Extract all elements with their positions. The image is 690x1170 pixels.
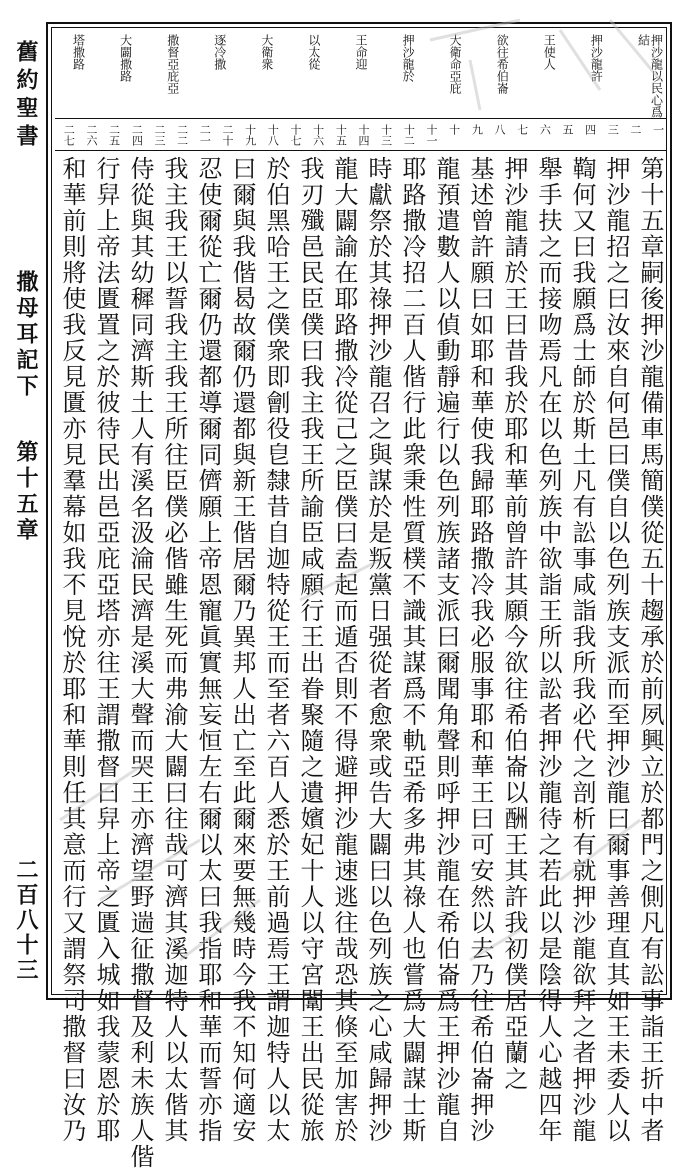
headnote-column: 王命迎 — [354, 34, 368, 70]
text-column: 舉手扶之而接吻焉凡在以色列族中欲詣王所以訟者押沙龍待之若此以是陰得人心越四年 — [534, 156, 562, 1144]
verse-number: 十一 — [425, 124, 438, 146]
text-column: 我主我王以誓我主我王所往臣僕必偕雖生死而弗渝大闢曰往哉可濟其溪迦特人以太偕其 — [160, 156, 188, 1144]
verse-number: 十六 — [311, 124, 325, 146]
verse-number: 五 — [561, 124, 574, 135]
text-column: 第十五章嗣後押沙龍備車馬簡僕從五十趨承於前夙興立於都門之側凡有訟事詣王折中者 — [636, 156, 664, 1144]
verse-number-row — [55, 118, 667, 151]
book-title: 舊約聖書 — [13, 40, 39, 152]
verse-number: 六 — [538, 124, 552, 135]
headnote-column: 逐冷撒 — [212, 34, 227, 70]
verse-number: 四 — [583, 124, 597, 135]
verse-number: 十七 — [289, 124, 302, 146]
text-column: 於伯黑哈王之僕衆即劊役皀隸昔自迦特從王而至者六百人悉於王前過焉王謂迦特人以太 — [262, 156, 290, 1144]
text-column: 鞫何又曰我願爲士師於斯土凡有訟事咸詣我所我必代之剖析有就押沙龍欲拜之者押沙龍 — [568, 156, 596, 1144]
verse-number: 十九 — [243, 124, 257, 146]
headnote-column: 大衛衆 — [259, 34, 274, 70]
page-number: 二百八十三 — [13, 858, 39, 983]
text-column: 忍使爾從亡爾仍還都導爾同儕願上帝恩寵眞實無妄恒左右爾以太曰我指耶和華而誓亦指 — [194, 156, 222, 1144]
headnote-column: 大闢撒路 — [118, 34, 133, 82]
text-column: 行舁上帝法匱置之於彼待民出邑亞庇亞塔亦往王謂撒督曰舁上帝之匱入城如我蒙恩於耶 — [92, 156, 120, 1144]
verse-number: 二一 — [198, 124, 212, 146]
headnote-column: 押沙龍於 — [401, 34, 416, 82]
verse-number: 十八 — [266, 124, 280, 146]
verse-number: 二六 — [85, 124, 98, 146]
text-column: 時獻祭於其祿押沙龍召之與謀於是叛黨日强從者愈衆或告大闢曰以色列族之心咸歸押沙 — [364, 156, 392, 1144]
verse-number: 九 — [470, 124, 484, 135]
headnote-column: 以太從 — [306, 34, 321, 70]
text-column: 侍從與其幼穉同濟斯土人有溪名汲淪民濟是溪大聲而哭王亦濟望野遄征撒督及利未族人偕 — [126, 156, 154, 1170]
headnote-column: 塔撒路 — [71, 34, 86, 70]
headnote-column: 欲往希伯崙 — [495, 34, 510, 94]
verse-number: 二 — [629, 124, 642, 135]
text-column: 耶路撒冷招二百人偕行此衆秉性質樸不識其謀爲不軌亞希多弗其祿人也嘗爲大闢謀士斯 — [398, 156, 426, 1144]
text-column: 龍預遣數人以偵動靜遍行以色列族諸支派曰爾聞角聲則呼押沙龍在希伯崙爲王押沙龍自 — [432, 156, 460, 1144]
verse-number: 二二 — [175, 124, 189, 146]
verse-number: 二五 — [107, 124, 121, 146]
headnote-column: 押沙龍以民心爲結 — [636, 34, 664, 118]
headnote-column: 押沙龍許 — [589, 34, 604, 82]
main-text — [55, 152, 667, 1170]
verse-number: 十 — [447, 124, 461, 135]
verse-number: 十四 — [357, 124, 370, 146]
verse-number: 十五 — [334, 124, 348, 146]
chapter-label: 第十五章 — [13, 440, 39, 544]
text-column: 和華前則將使我反見匱亦見羣幕如我不見悅於耶和華則任其意而行又謂祭司撒督曰汝乃 — [58, 156, 86, 1144]
verse-number: 二七 — [62, 124, 76, 146]
headnote-column: 王使人 — [542, 34, 557, 70]
text-column: 我刃殲邑民臣僕曰我主我王所諭臣咸願行王出眷聚隨之遺嬪妃十人以守宮闈王出民從旅 — [296, 156, 324, 1144]
verse-number: 八 — [493, 124, 506, 135]
verse-number: 七 — [515, 124, 529, 135]
text-column: 龍大闢諭在耶路撒冷從己之臣僕曰盍起而遁否則不得避押沙龍速逃往哉恐其倏至加害於 — [330, 156, 358, 1144]
verse-number: 二十 — [221, 124, 234, 146]
headnote-column: 大衛命亞庇 — [448, 34, 463, 94]
book-name: 撒母耳記下 — [13, 270, 39, 400]
verse-number: 三 — [606, 124, 620, 135]
text-column: 押沙龍招之曰汝來自何邑曰僕自以色列族支派而至押沙龍曰爾事善理直其如王未委人以 — [602, 156, 630, 1144]
verse-number: 二四 — [130, 124, 144, 146]
headnote-section — [55, 30, 667, 119]
page-margin — [4, 40, 42, 1000]
headnote-column: 撒督亞庇亞 — [165, 34, 180, 94]
verse-number: 二三 — [153, 124, 166, 146]
verse-number: 十二 — [402, 124, 416, 146]
text-column: 押沙龍請於王曰昔我於耶和華前曾許其願今欲往希伯崙以酬王其許我初僕居亞蘭之 — [500, 156, 528, 1092]
text-column: 曰爾與我偕曷故爾仍還都與新王偕居爾乃異邦人出亡至此爾來要無幾時今我不知何適安 — [228, 156, 256, 1144]
text-column: 基述曾許願曰如耶和華使我歸耶路撒冷我必服事耶和華王曰可安然以去乃往希伯崙押沙 — [466, 156, 494, 1144]
verse-number: 十三 — [379, 124, 393, 146]
verse-number: 一 — [651, 124, 665, 135]
